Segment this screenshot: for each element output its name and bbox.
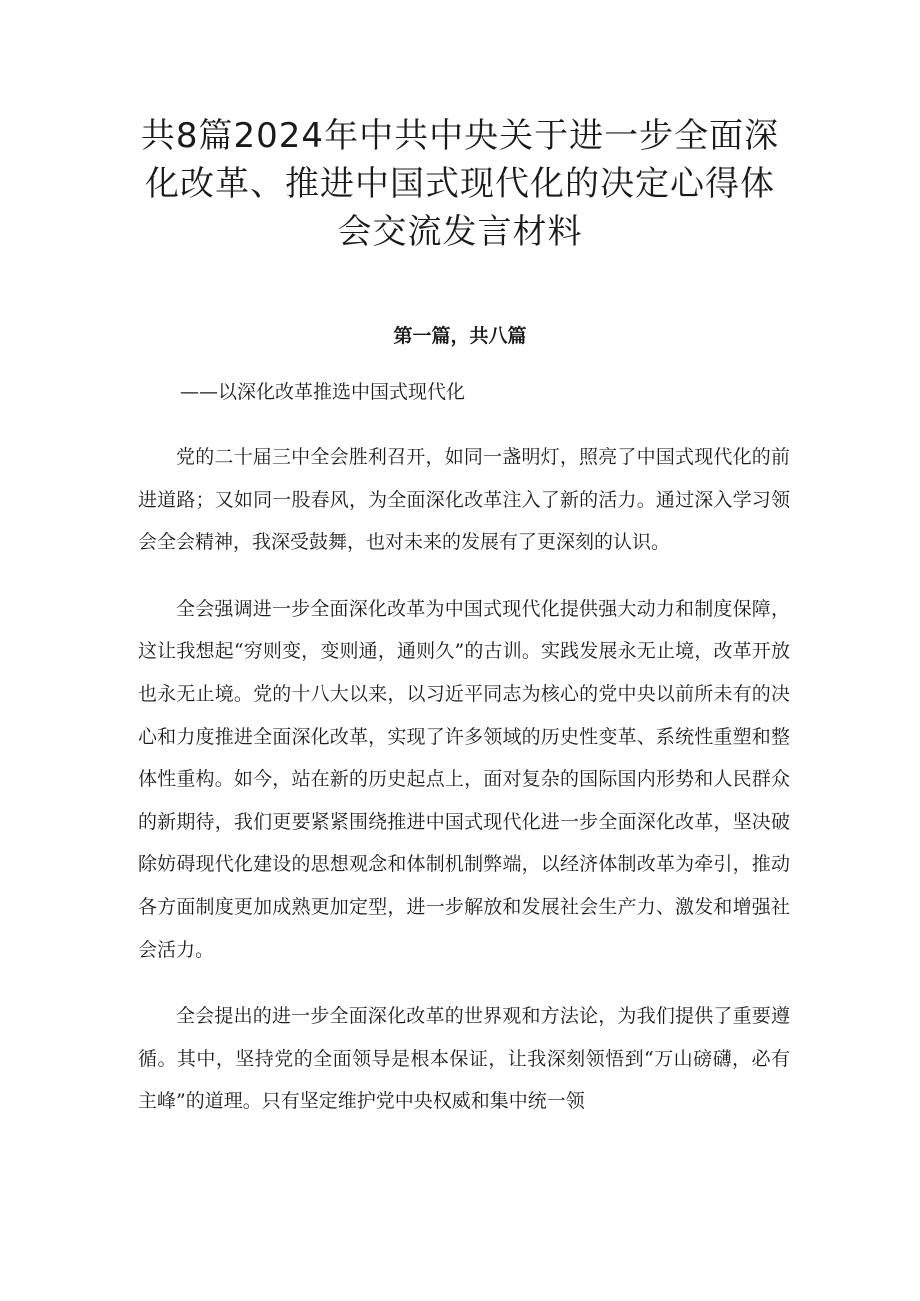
paragraph-line: 方面制度更加成熟更加定型，进一步解放和发展社会生产力、激发和 bbox=[157, 895, 733, 918]
paragraph-line: 核心的党中央以前所未有的决心和力度推进全面深化改革，实现了许 bbox=[138, 682, 790, 748]
paragraph-line: 通过深入学习领会全会精神，我深受鼓舞，也对未来的发展有了更深 bbox=[138, 488, 790, 554]
paragraph-line: 全会提出的进一步全面深化改革的世界观和方法论，为我们提供 bbox=[176, 1005, 714, 1028]
paragraph-line: 紧紧围绕推进中国式现代化进一步全面深化改革，坚决破除妨碍现代 bbox=[138, 810, 790, 876]
paragraph-line: 代化的前进道路；又如同一股春风，为全面深化改革注入了新的活力。 bbox=[138, 446, 790, 511]
title-line: 化改革、推进中国式现代化的决定心得体 bbox=[145, 164, 775, 204]
title-line: 会交流发言材料 bbox=[337, 212, 583, 252]
paragraph-line: 度保障，这让我想起“穷则变，变则通，通则久”的古训。实践发展 bbox=[138, 597, 790, 663]
document-body bbox=[138, 436, 790, 1147]
paragraph-line: 增强社会活力。 bbox=[138, 895, 790, 961]
paragraph-line: 了重要遵循。其中，坚持党的全面领导是根本保证，让我深刻领悟到“万 bbox=[138, 1005, 790, 1070]
section-subtitle: ——以深化改革推选中国式现代化 bbox=[180, 381, 466, 403]
paragraph-line: 全会强调进一步全面深化改革为中国式现代化提供强大动力和制 bbox=[176, 597, 714, 620]
paragraph-line: 党的二十届三中全会胜利召开，如同一盏明灯，照亮了中国式现 bbox=[176, 446, 714, 468]
paragraph-line: 化建设的思想观念和体制机制弊端，以经济体制改革为牵引，推动各 bbox=[138, 853, 790, 918]
paragraph-line: 山磅礴，必有主峰”的道理。只有坚定维护党中央权威和集中统一领 bbox=[138, 1047, 790, 1113]
paragraph-line: 史起点上，面对复杂的国际国内形势和人民群众的新期待，我们更要 bbox=[138, 768, 790, 833]
document-title bbox=[140, 112, 780, 256]
paragraph-1 bbox=[138, 436, 790, 564]
section-heading: 第一篇，共八篇 bbox=[393, 325, 527, 347]
title-line: 共8篇2024年中共中央关于进一步全面深 bbox=[140, 116, 780, 156]
paragraph-line: 永无止境，改革开放也永无止境。党的十八大以来，以习近平同志为 bbox=[138, 640, 790, 705]
paragraph-line: 刻的认识。 bbox=[575, 531, 671, 554]
paragraph-3 bbox=[138, 995, 790, 1123]
paragraph-2 bbox=[138, 588, 790, 971]
paragraph-line: 多领域的历史性变革、系统性重塑和整体性重构。如今，站在新的历 bbox=[138, 725, 790, 791]
